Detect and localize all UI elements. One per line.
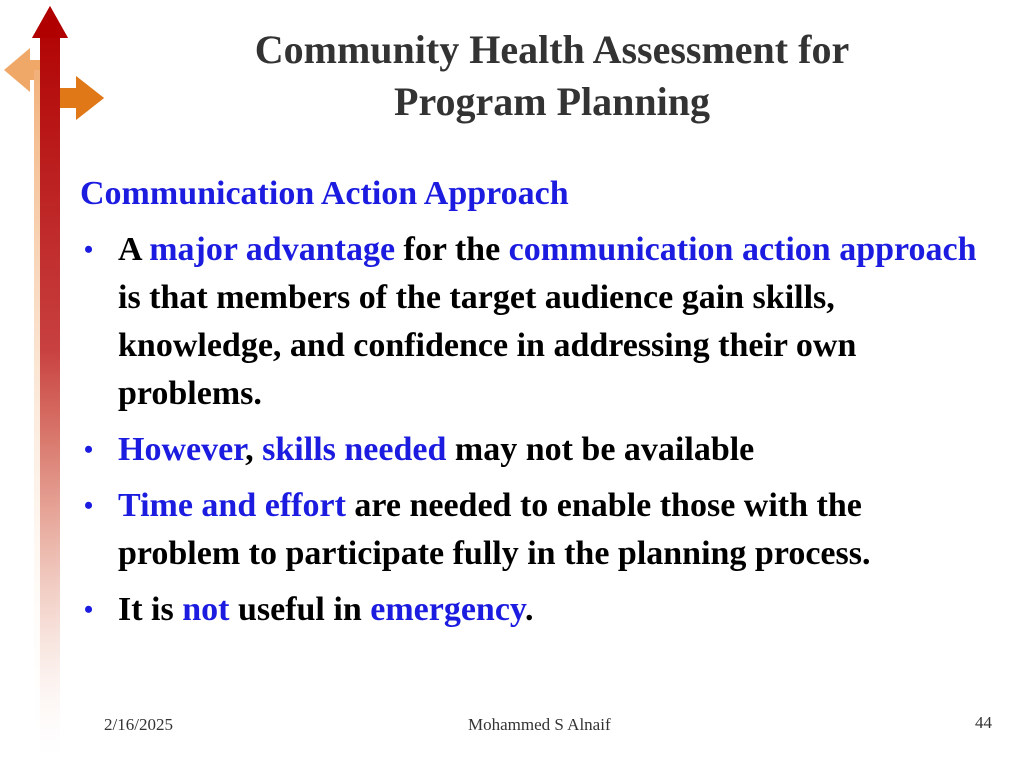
bullet-marker: • — [84, 595, 94, 624]
highlighted-text: not — [182, 591, 230, 628]
bullet-item — [80, 426, 980, 474]
bullet-marker: • — [84, 235, 94, 264]
bullet-item — [80, 226, 980, 418]
title-line-1: Community Health Assessment for — [254, 27, 850, 72]
bullet-marker: • — [84, 491, 94, 520]
slide-content — [80, 170, 980, 642]
slide-title — [130, 24, 974, 128]
bullet-text: , — [245, 431, 263, 468]
bullet-text: It is — [118, 591, 183, 628]
footer-date: 2/16/2025 — [104, 715, 173, 734]
bullet-text: is that members of the target audience gain skills, knowledge, and confidence in addressing their own problems. — [118, 279, 857, 412]
title-line-2: Program Planning — [394, 79, 710, 124]
bullet-item — [80, 482, 980, 578]
page-number: 44 — [975, 713, 992, 732]
highlighted-text: emergency — [370, 591, 526, 628]
bullet-text: for the — [395, 231, 509, 268]
bullet-text: are needed to enable those with the problem to participate fully in the planning process. — [118, 487, 871, 572]
bullet-list — [80, 226, 980, 634]
highlighted-text: major advantage — [149, 231, 396, 268]
highlighted-text: communication action approach — [508, 231, 977, 268]
highlighted-text: skills needed — [262, 431, 447, 468]
highlighted-text: Time and effort — [118, 487, 346, 524]
bullet-marker: • — [84, 435, 94, 464]
bullet-text: useful in — [229, 591, 371, 628]
highlighted-text: However — [118, 431, 246, 468]
bullet-text: A — [118, 231, 150, 268]
bullet-text: . — [525, 591, 534, 628]
bullet-item — [80, 586, 980, 634]
footer-author: Mohammed S Alnaif — [468, 715, 611, 734]
section-heading: Communication Action Approach — [80, 175, 569, 212]
bullet-text: may not be available — [446, 431, 755, 468]
